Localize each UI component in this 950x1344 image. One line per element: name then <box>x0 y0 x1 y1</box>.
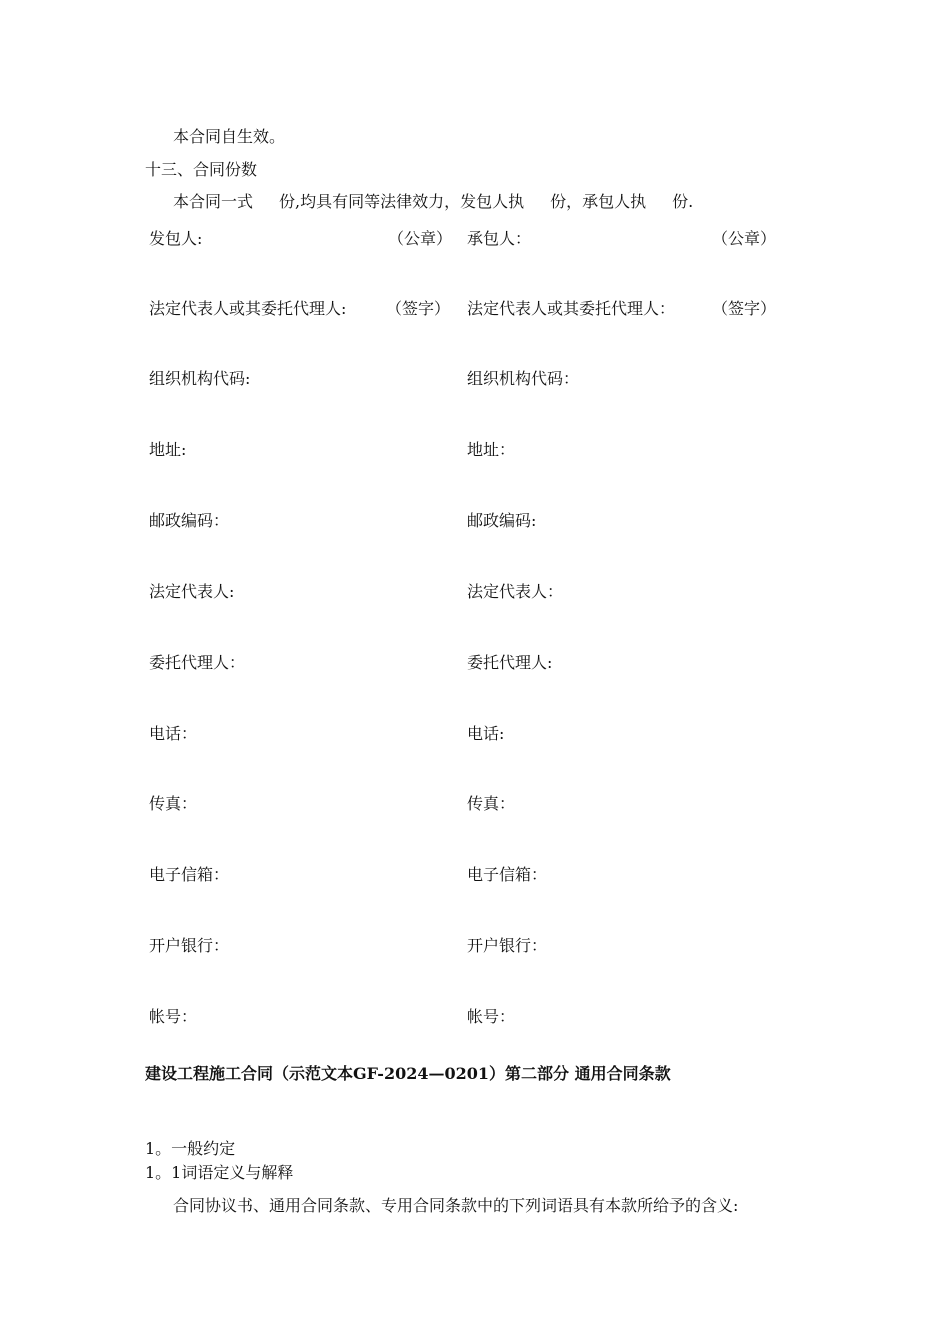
contractor-sign-note: （签字） <box>712 299 777 318</box>
part-two-heading: 建设工程施工合同（示范文本GF-2024—0201）第二部分 通用合同条款 <box>145 1064 671 1083</box>
copies-text-3: 份，承包人执 <box>550 192 647 211</box>
signature-row-org-code <box>149 369 789 389</box>
effective-clause: 本合同自生效。 <box>173 127 286 146</box>
employer-address-label: 地址: <box>149 440 187 459</box>
signature-row-email <box>149 865 789 885</box>
contractor-agent-label: 委托代理人: <box>467 653 553 672</box>
copies-text-4: 份. <box>672 192 694 211</box>
signature-row-agent <box>149 653 789 673</box>
contractor-representative-label: 法定代表人或其委托代理人： <box>467 299 676 318</box>
contractor-label: 承包人： <box>467 229 532 248</box>
section-1-1-title: 1。1词语定义与解释 <box>145 1163 294 1182</box>
section-1-1-text: 合同协议书、通用合同条款、专用合同条款中的下列词语具有本款所给予的含义: <box>173 1196 739 1215</box>
contractor-phone-label: 电话: <box>467 724 505 743</box>
contractor-legal-rep-label: 法定代表人： <box>467 582 564 601</box>
signature-row-party <box>149 229 789 249</box>
employer-seal-note: （公章） <box>388 229 453 248</box>
contractor-seal-note: （公章） <box>712 229 777 248</box>
signature-row-bank <box>149 936 789 956</box>
contractor-fax-label: 传真： <box>467 794 516 813</box>
employer-representative-label: 法定代表人或其委托代理人: <box>149 299 347 318</box>
copies-text-1: 本合同一式 <box>173 192 254 211</box>
employer-agent-label: 委托代理人： <box>149 653 246 672</box>
employer-bank-label: 开户银行： <box>149 936 230 955</box>
signature-row-representative <box>149 299 789 319</box>
copies-clause <box>173 192 693 212</box>
employer-phone-label: 电话： <box>149 724 198 743</box>
employer-sign-note: （签字） <box>386 299 451 318</box>
copies-text-2: 份,均具有同等法律效力，发包人执 <box>279 192 525 211</box>
signature-row-fax <box>149 794 789 814</box>
signature-row-postcode <box>149 511 789 531</box>
contractor-postcode-label: 邮政编码: <box>467 511 537 530</box>
section-13-title: 十三、合同份数 <box>145 160 258 179</box>
section-1-title: 1。一般约定 <box>145 1139 236 1158</box>
employer-email-label: 电子信箱： <box>149 865 230 884</box>
employer-label: 发包人: <box>149 229 203 248</box>
contractor-address-label: 地址： <box>467 440 516 459</box>
employer-account-label: 帐号： <box>149 1007 198 1026</box>
signature-row-legal-rep <box>149 582 789 602</box>
signature-row-address <box>149 440 789 460</box>
contractor-account-label: 帐号： <box>467 1007 516 1026</box>
employer-org-code-label: 组织机构代码: <box>149 369 251 388</box>
signature-row-account <box>149 1007 789 1027</box>
contractor-bank-label: 开户银行： <box>467 936 548 955</box>
contractor-org-code-label: 组织机构代码： <box>467 369 580 388</box>
employer-legal-rep-label: 法定代表人: <box>149 582 235 601</box>
employer-fax-label: 传真： <box>149 794 198 813</box>
signature-row-phone <box>149 724 789 744</box>
contractor-email-label: 电子信箱： <box>467 865 548 884</box>
employer-postcode-label: 邮政编码： <box>149 511 230 530</box>
